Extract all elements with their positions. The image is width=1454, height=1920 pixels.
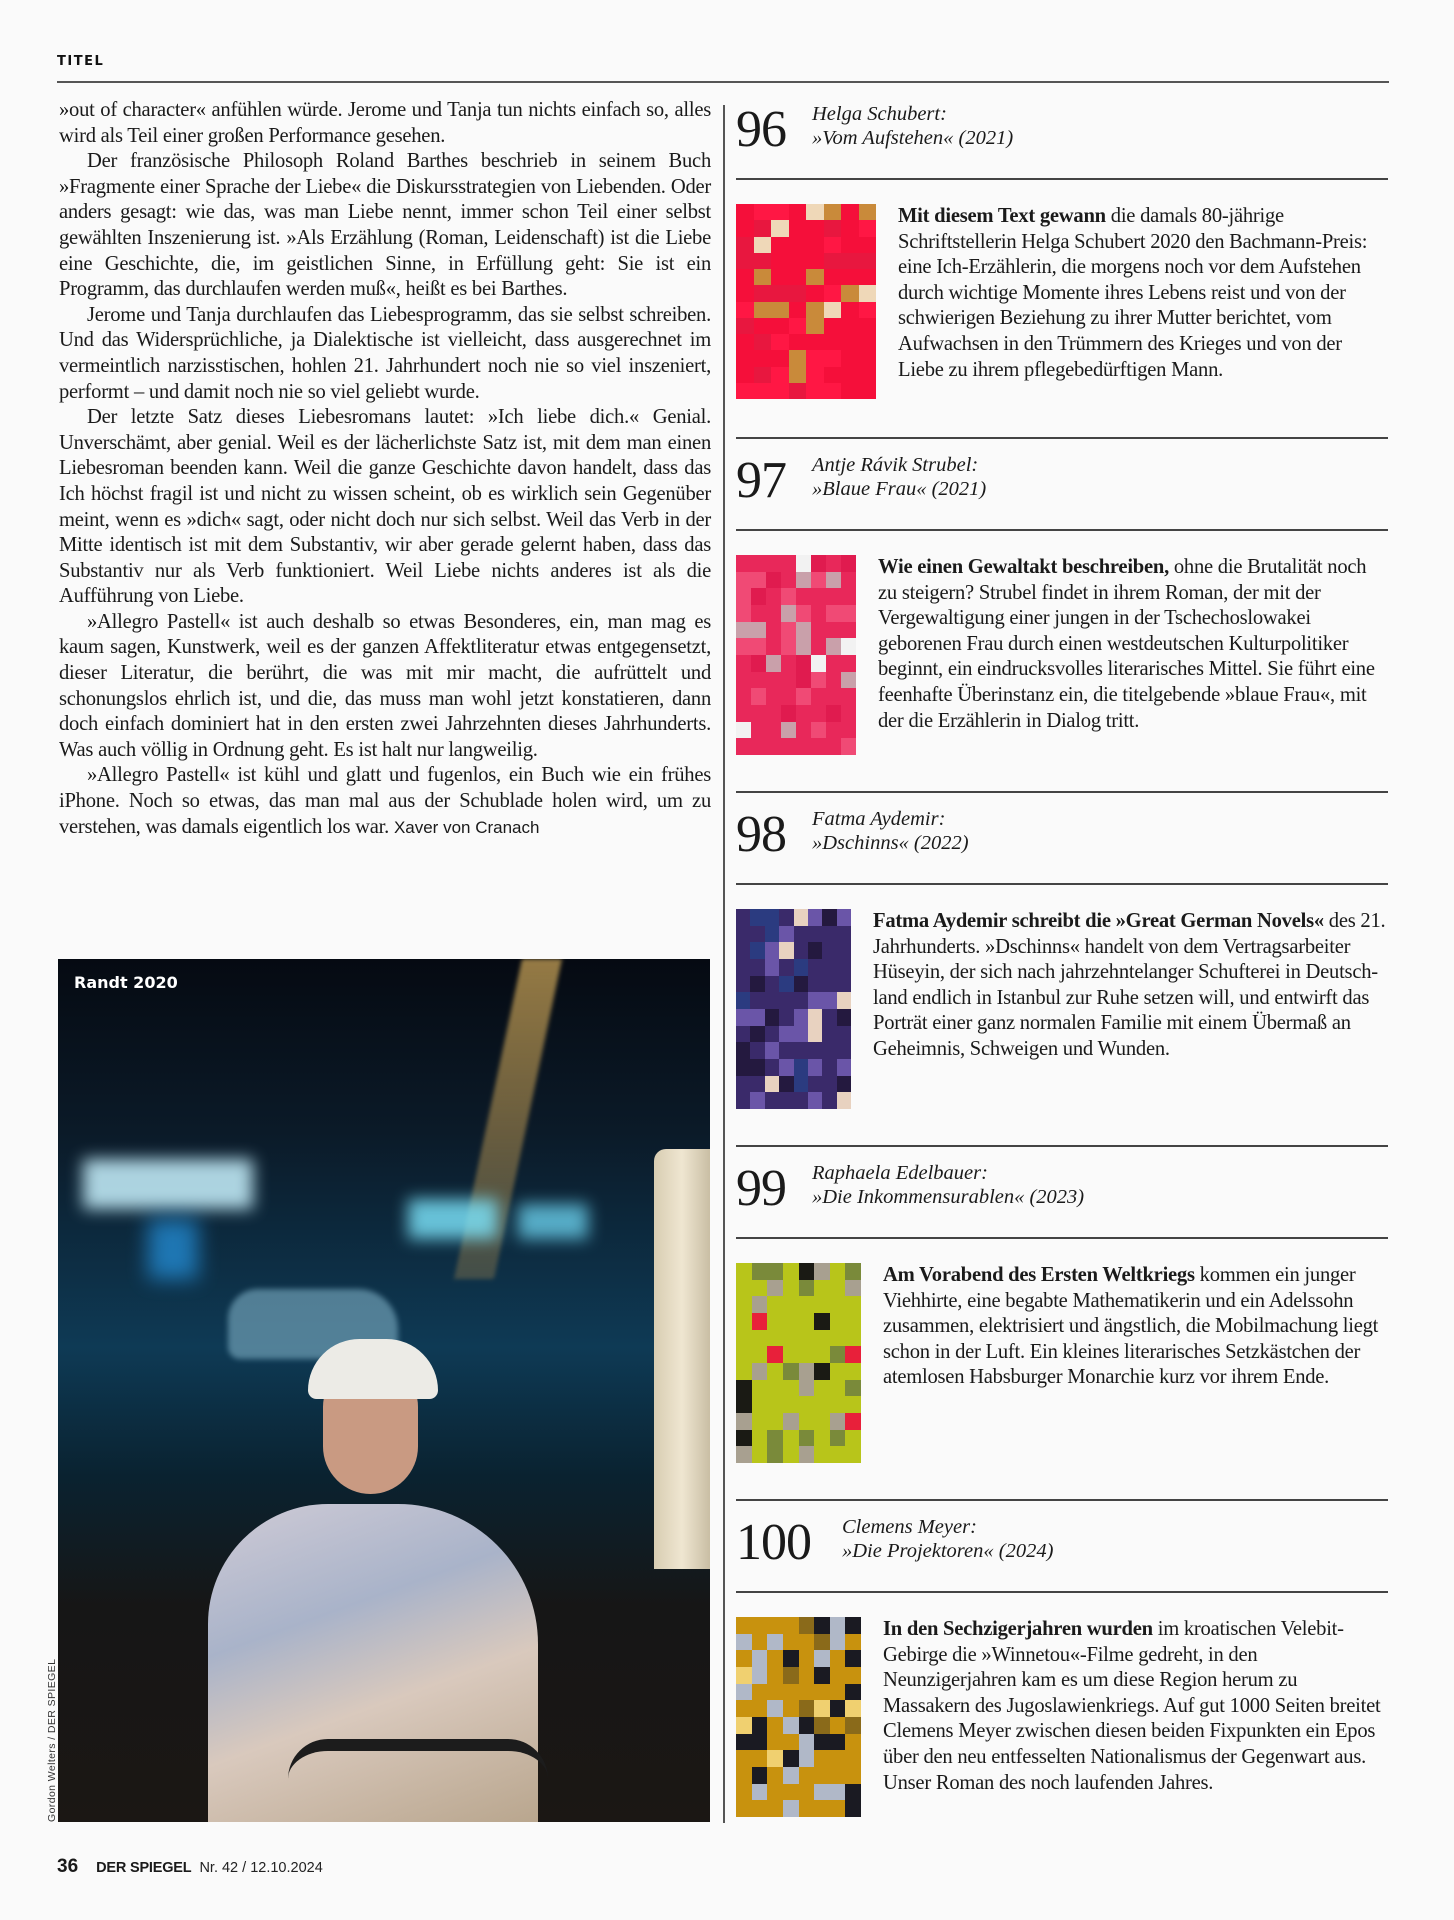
entry-lead: Fatma Aydemir schreibt die »Great German Novels« — [873, 910, 1324, 932]
entry-text: ohne die Brutalität noch zu steigern? Strubel findet in ihrem Roman, der mit der Vergewaltigung einer jungen in der Tschechoslowakei geborenen Frau durch einen westdeutschen Kulturpolitiker beginnt, ein eindrucksvolles literarisches Mittel. Sie führt eine feenhafte Überinstanz ein, die titelgebende »blaue Frau«, mit der die Erzählerin in Dialog tritt. — [878, 556, 1375, 732]
entry-text: kommen ein junger Viehhirte, eine begabte Mathematikerin und ein Adelssohn zusammen, elektrisiert und ängstlich, die Mobilmachung liegt schon in der Luft. Ein kleines literarisches Setzkästchen der atemlosen Habsburger Monarchie kurz vor ihrem Ende. — [883, 1264, 1379, 1389]
entry-titles — [812, 453, 986, 501]
book-cover-image — [736, 555, 856, 755]
page-number: 36 — [57, 1856, 79, 1877]
book-title: »Blaue Frau« (2021) — [812, 478, 987, 500]
page-footer — [57, 1856, 323, 1878]
article-paragraph: »Allegro Pastell« ist auch deshalb so etwas Besonderes, ein, man mag es kaum sagen, Kunstwerk, weil es der ganzen Affektliteratur etwas entgegensetzt, dieser Literatur, die berührt, die was mit mir macht, die aufrüttelt und schonungslos ehrlich ist, und die, das muss man wohl jetzt konstatieren, dann doch einfach dominiert hat in den ersten zwei Jahrzehnten dieses Jahrhunderts. Was auch völlig in Ordnung geht. Es ist halt nur langweilig. — [59, 610, 711, 761]
issue-info: Nr. 42 / 12.10.2024 — [199, 1860, 323, 1876]
book-entry — [736, 1157, 1388, 1511]
rank-number: 96 — [736, 101, 786, 158]
book-cover-image — [736, 1263, 861, 1463]
book-title: »Die Inkommensurablen« (2023) — [812, 1186, 1085, 1208]
article-paragraph: Jerome und Tanja durchlaufen das Liebesprogramm, das sie selbst schreiben. Und das Widersprüchliche, ja Dialektische ist vielleicht, dass ausgerechnet im vermeintlich narzisstischen, hohlen 21. Jahrhundert noch nie so viel inszeniert, performt – und damit noch nie so viel geliebt wurde. — [59, 303, 711, 403]
article-paragraph: Der letzte Satz dieses Liebesromans lautet: »Ich liebe dich.« Genial. Unverschämt, aber genial. Weil es der lächerlichste Satz ist, mit dem man einen Liebesroman beenden kann. Weil die ganze Geschichte davon handelt, dass das Ich höchst fragil ist und nicht zu wissen scheint, ob es wirklich sein Gegenüber meint, wenn es »dich« sagt, oder nicht doch nur sich selbst. Weil das Verb in der Mitte identisch ist mit dem Substantiv, wir aber gerade gelernt haben, dass das Substantiv nur als Verb funktioniert. Weil Liebe nichts anderes ist als die Aufführung von Liebe. — [59, 406, 711, 608]
entry-description — [898, 204, 1388, 399]
book-title: »Die Projektoren« (2024) — [842, 1540, 1054, 1562]
entry-header — [736, 1157, 1388, 1237]
article-paragraph-last — [59, 763, 711, 840]
book-title: »Vom Aufstehen« (2021) — [812, 127, 1014, 149]
book-entry — [736, 1511, 1388, 1817]
rank-number: 97 — [736, 452, 786, 509]
entry-body — [736, 1593, 1388, 1817]
book-list — [736, 98, 1388, 1817]
entry-body — [736, 180, 1388, 399]
book-author: Helga Schubert: — [812, 103, 947, 125]
article-column — [59, 98, 711, 840]
book-cover-image — [736, 204, 876, 399]
book-entry — [736, 803, 1388, 1157]
entry-header — [736, 1511, 1388, 1591]
entry-titles — [842, 1515, 1053, 1563]
entry-text: des 21. Jahrhunderts. »Dschinns« handelt von dem Vertragsarbeiter Hüseyin, der sich nach jahrzehntelanger Schufterei in Deutschland endlich in Istanbul zur Ruhe setzen will, und entwirft das Porträt einer ganz normalen Familie mit einem Übermaß an Geheimnis, Schweigen und Wunden. — [873, 910, 1386, 1060]
section-label: TITEL — [57, 54, 105, 69]
entry-body — [736, 1239, 1388, 1463]
rank-number: 100 — [736, 1514, 811, 1571]
book-entry — [736, 449, 1388, 803]
entry-header — [736, 803, 1388, 883]
article-paragraph: »out of character« anfühlen würde. Jerome und Tanja tun nichts einfach so, alles wird als Teil einer großen Performance gesehen. — [59, 99, 711, 147]
entry-body — [736, 885, 1388, 1109]
article-paragraph: Der französische Philosoph Roland Barthes beschrieb in seinem Buch »Fragmente einer Sprache der Liebe« die Diskursstrategien von Liebenden. Oder anders gesagt: wie das, was man Liebe nennt, immer schon Teil einer selbst gewählten Inszenierung ist. »Als Erzählung (Roman, Leidenschaft) ist die Liebe eine Geschichte, die, im geistlichen Sinne, in Erfüllung geht: Sie ist ein Programm, das durchlaufen werden muß«, heißt es bei Barthes. — [59, 150, 711, 301]
book-author: Antje Rávik Strubel: — [812, 454, 979, 476]
book-author: Clemens Meyer: — [842, 1516, 977, 1538]
author-photo — [58, 959, 710, 1822]
entry-lead: Mit diesem Text gewann — [898, 205, 1106, 227]
magazine-brand: DER SPIEGEL — [96, 1860, 192, 1876]
book-cover-image — [736, 1617, 861, 1817]
rank-number: 98 — [736, 806, 786, 863]
book-title: »Dschinns« (2022) — [812, 832, 969, 854]
entry-text: im kroatischen Velebit-Gebirge die »Winnetou«-Filme gedreht, in den Neunzigerjahren kam es um diese Region herum zu Massakern des Jugoslawienkriegs. Auf gut 1000 Seiten breitet Clemens Meyer zwischen diesen beiden Fixpunkten ein Epos über den neu entfesselten Nationalismus der Gegenwart aus. Unser Roman des noch laufenden Jahres. — [883, 1618, 1381, 1794]
entry-header — [736, 98, 1388, 178]
article-body — [59, 98, 711, 840]
entry-lead: In den Sechzigerjahren wurden — [883, 1618, 1153, 1640]
entry-titles — [812, 102, 1013, 150]
book-cover-image — [736, 909, 851, 1109]
top-rule — [57, 81, 1389, 83]
author-signature: Xaver von Cranach — [393, 817, 540, 837]
book-entry — [736, 98, 1388, 449]
entry-body — [736, 531, 1388, 755]
book-author: Fatma Aydemir: — [812, 808, 946, 830]
entry-lead: Wie einen Gewaltakt beschreiben, — [878, 556, 1169, 578]
entry-description — [873, 909, 1388, 1109]
entry-titles — [812, 1161, 1084, 1209]
photo-caption: Randt 2020 — [74, 973, 178, 992]
entry-description — [883, 1617, 1388, 1817]
photo-credit: Gordon Welters / DER SPIEGEL — [46, 1658, 58, 1822]
rank-number: 99 — [736, 1160, 786, 1217]
entry-header — [736, 449, 1388, 529]
entry-titles — [812, 807, 969, 855]
entry-description — [878, 555, 1388, 755]
entry-description — [883, 1263, 1388, 1463]
entry-text: die damals 80-jährige Schriftstellerin Helga Schubert 2020 den Bachmann-Preis: eine Ich-Erzählerin, die morgens noch vor dem Aufstehen durch wichtige Momente ihres Lebens reist und von der schwierigen Beziehung zu ihrer Mutter berichtet, vom Aufwachsen in den Trümmern des Krieges und von der Liebe zu ihrem pflegebedürftigen Mann. — [898, 205, 1368, 381]
book-author: Raphaela Edelbauer: — [812, 1162, 988, 1184]
article-paragraph-text: »Allegro Pastell« ist kühl und glatt und fugenlos, ein Buch wie ein frühes iPhone. Noch so etwas, das man mal aus der Schublade holen wird, um zu verstehen, was damals eigentlich los war. — [59, 764, 711, 838]
column-divider — [723, 105, 725, 1823]
entry-lead: Am Vorabend des Ersten Weltkriegs — [883, 1264, 1195, 1286]
